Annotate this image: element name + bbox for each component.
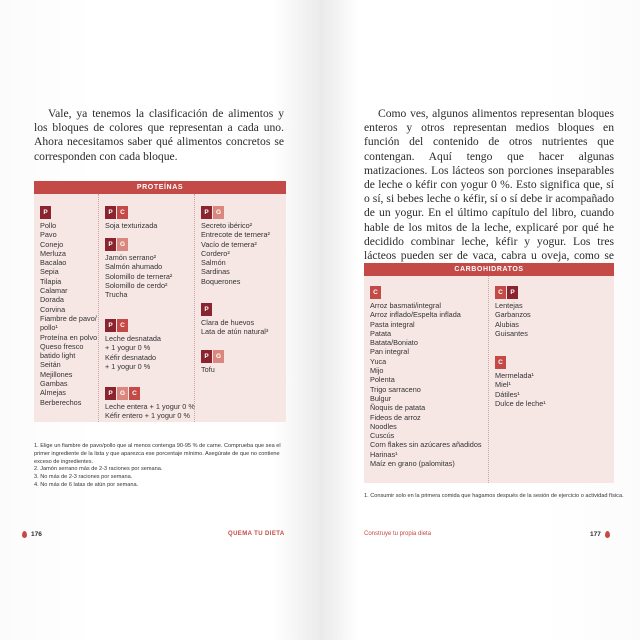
food-item: Conejo — [40, 239, 64, 249]
food-list — [201, 221, 285, 286]
food-item: Solomillo de cerdo² — [105, 280, 168, 290]
food-item: Seitán — [40, 360, 61, 370]
food-group — [105, 387, 193, 421]
food-item: Lentejas — [495, 301, 523, 310]
badge-g: G — [117, 387, 128, 400]
table-title: PROTEÍNAS — [34, 181, 286, 194]
intro-paragraph-right — [364, 107, 614, 277]
food-item: Tofu — [201, 365, 215, 374]
food-item: Almejas — [40, 388, 66, 398]
footnote: 1. Consumir solo en la primera comida que hagamos después de la sesión de ejercicio o actividad física. — [364, 493, 624, 499]
food-item: Jamón serrano² — [105, 253, 157, 262]
food-group — [201, 206, 285, 286]
table-column-2 — [488, 276, 615, 483]
food-group — [201, 350, 285, 374]
food-item: Solomillo de ternera² — [105, 271, 173, 281]
running-head-right: Construye tu propia dieta — [364, 531, 432, 537]
block-badges — [370, 286, 486, 299]
food-item: Mermelada¹ — [495, 371, 534, 380]
drop-icon — [605, 531, 610, 538]
food-item: Dátiles¹ — [495, 389, 520, 399]
proteins-table — [34, 181, 286, 422]
food-item: Batata/Boniato — [370, 338, 418, 348]
food-item: Arroz basmati/integral — [370, 301, 441, 310]
block-badges — [105, 319, 193, 332]
food-item: Harinas¹ — [370, 449, 398, 459]
food-item: Guisantes — [495, 328, 528, 338]
page-number: 177 — [590, 531, 601, 538]
table-title: CARBOHIDRATOS — [364, 263, 614, 276]
block-badges — [495, 286, 613, 299]
food-list — [201, 365, 285, 374]
food-item: + 1 yogur 0 % — [105, 361, 151, 371]
food-item: Pasta integral — [370, 319, 415, 329]
intro-paragraph-left — [34, 107, 284, 164]
food-item: Garbanzos — [495, 310, 531, 320]
table-column-3 — [194, 194, 287, 422]
food-list — [370, 301, 486, 468]
food-list — [105, 402, 193, 421]
badge-c: C — [370, 286, 381, 299]
food-item: Soja texturizada — [105, 221, 158, 230]
food-item: Secreto ibérico² — [201, 221, 253, 230]
footnote: 2. Jamón serrano más de 2-3 raciones por semana. — [34, 466, 163, 473]
food-item: Mejillones — [40, 369, 73, 379]
food-list — [201, 318, 285, 337]
food-item: Cuscús — [370, 431, 395, 441]
food-item: Lata de atún natural³ — [201, 327, 269, 337]
food-item: Noodles — [370, 421, 397, 431]
food-group — [40, 206, 96, 407]
badge-g: G — [117, 238, 128, 251]
footnote: 1. Elige un fiambre de pavo/pollo que al menos contenga 90-95 % de carne. Comprueba que sea el primer ingrediente de la lista y que aparezca ese porcentaje mínimo. Asegúrate de que no contiene exceso de ingredientes. — [34, 443, 281, 465]
food-item: Corn flakes sin azúcares añadidos — [370, 440, 482, 450]
badge-c: C — [117, 319, 128, 332]
block-badges — [201, 350, 285, 363]
block-badges — [40, 206, 96, 219]
food-list — [495, 301, 613, 338]
food-item: Leche desnatada — [105, 334, 161, 343]
food-item: Boquerones — [201, 276, 241, 286]
food-item: Leche entera + 1 yogur 0 % — [105, 402, 195, 411]
running-head-left: QUEMA TU DIETA — [228, 531, 285, 537]
food-item: pollo¹ — [40, 323, 58, 333]
carbohydrates-table — [364, 263, 614, 483]
badge-c: C — [129, 387, 140, 400]
food-group — [201, 303, 285, 337]
table-column-2 — [98, 194, 195, 422]
food-item: Trigo sarraceno — [370, 384, 421, 394]
food-item: Salmón — [201, 258, 226, 268]
food-list — [105, 253, 193, 299]
food-group — [495, 356, 613, 408]
food-item: Kéfir desnatado — [105, 352, 157, 362]
food-item: Polenta — [370, 375, 395, 385]
badge-c: C — [495, 286, 506, 299]
food-item: Kéfir entero + 1 yogur 0 % — [105, 411, 190, 421]
badge-c: C — [495, 356, 506, 369]
food-item: Mijo — [370, 366, 384, 376]
food-item: Cordero² — [201, 248, 230, 258]
food-item: Tilapia — [40, 276, 62, 286]
food-item: + 1 yogur 0 % — [105, 343, 151, 353]
food-item: Arroz inflado/Espelta inflada — [370, 310, 461, 320]
food-group — [105, 319, 193, 371]
food-item: Entrecote de ternera² — [201, 230, 270, 240]
table-column-1 — [364, 276, 488, 483]
food-item: Gambas — [40, 379, 68, 389]
badge-p: P — [201, 303, 212, 316]
food-item: Corvina — [40, 304, 66, 314]
food-item: Clara de huevos — [201, 318, 255, 327]
paragraph: Vale, ya tenemos la clasificación de alimentos y los bloques de colores que representan a cada uno. Ahora necesitamos saber qué alimentos concretos se corresponden con cada bloque. — [34, 107, 284, 163]
food-list — [105, 221, 193, 230]
block-badges — [201, 206, 285, 219]
footnotes-left — [34, 443, 296, 490]
block-badges — [105, 206, 193, 219]
badge-p: P — [105, 238, 116, 251]
food-item: Maíz en grano (palomitas) — [370, 459, 455, 469]
badge-g: G — [213, 206, 224, 219]
food-list — [105, 334, 193, 371]
food-item: Dorada — [40, 295, 64, 305]
badge-p: P — [105, 206, 116, 219]
food-item: Vacío de ternera² — [201, 239, 257, 249]
food-item: Bacalao — [40, 258, 67, 268]
badge-p: P — [201, 206, 212, 219]
food-item: Patata — [370, 328, 392, 338]
food-item: Alubias — [495, 319, 519, 329]
food-item: Salmón ahumado — [105, 262, 163, 272]
food-item: Sardinas — [201, 267, 230, 277]
food-item: Merluza — [40, 248, 66, 258]
food-item: Pan integral — [370, 347, 409, 357]
food-item: Trucha — [105, 290, 128, 300]
food-group — [495, 286, 613, 338]
food-item: Yuca — [370, 356, 387, 366]
food-item: Fideos de arroz — [370, 412, 421, 422]
food-group — [105, 206, 193, 230]
food-list — [495, 371, 613, 408]
badge-p: P — [40, 206, 51, 219]
page-number-right — [590, 531, 610, 538]
block-badges — [105, 238, 193, 251]
food-item: Dulce de leche¹ — [495, 398, 546, 408]
badge-p: P — [105, 387, 116, 400]
page-number-left — [22, 531, 42, 538]
food-item: Miel¹ — [495, 380, 511, 390]
block-badges — [495, 356, 613, 369]
footnote: 4. No más de 6 latas de atún por semana. — [34, 481, 139, 488]
food-item: Berberechos — [40, 397, 82, 407]
badge-p: P — [201, 350, 212, 363]
food-item: Calamar — [40, 286, 68, 296]
food-item: batido light — [40, 351, 76, 361]
badge-p: P — [507, 286, 518, 299]
block-badges — [105, 387, 193, 400]
food-item: Bulgur — [370, 393, 392, 403]
food-item: Pavo — [40, 230, 57, 240]
table-column-1 — [34, 194, 98, 422]
food-item: Proteína en polvo — [40, 332, 98, 342]
badge-g: G — [213, 350, 224, 363]
badge-c: C — [117, 206, 128, 219]
food-item: Sepia — [40, 267, 59, 277]
food-item: Queso fresco — [40, 341, 84, 351]
food-item: Pollo — [40, 221, 57, 230]
food-item: Fiambre de pavo/ — [40, 313, 97, 323]
paragraph: Como ves, algunos alimentos representan bloques enteros y otros representan medios bloques en función del contenido de otros nutrientes que contengan. Aquí tengo que hacer algunas matizaciones. Los lácteos son porciones inseparables de leche o kéfir con yogur 0 %. Esto significa que, sí o sí, si bebes leche o kéfir, sí o sí debe ir acompañado de un yogur. En el último capítulo del libro, cuando hable de los mitos de la leche, explicaré por qué he decidido combinar leche, kéfir y yogur. Los tres lácteos pueden ser de vaca, cabra u oveja, como se — [364, 107, 614, 263]
footnote: 3. No más de 2-3 raciones por semana. — [34, 474, 133, 481]
badge-p: P — [105, 319, 116, 332]
right-page — [320, 0, 640, 640]
food-list — [40, 221, 96, 407]
page-number: 176 — [31, 531, 42, 538]
food-group — [105, 238, 193, 299]
food-item: Ñoquis de patata — [370, 403, 426, 413]
block-badges — [201, 303, 285, 316]
food-group — [370, 286, 486, 468]
footnotes-right — [364, 493, 626, 501]
drop-icon — [22, 531, 27, 538]
